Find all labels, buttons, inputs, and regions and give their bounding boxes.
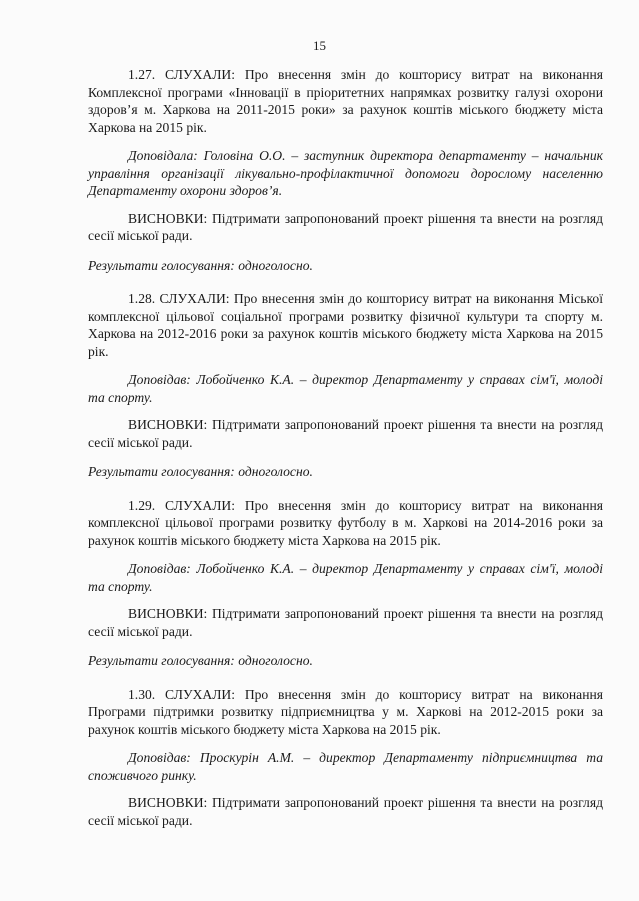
heard-paragraph: 1.30. СЛУХАЛИ: Про внесення змін до кошторису витрат на виконання Програми підтримки розвитку підприємництва у м. Харкові на 2012-2015 роки за рахунок коштів міського бюджету міста Харкова на 2015 рік. [88, 686, 603, 737]
agenda-item-1-27 [88, 66, 603, 274]
heard-paragraph: 1.27. СЛУХАЛИ: Про внесення змін до кошторису витрат на виконання Комплексної програми «Інновації в пріоритетних напрямках розвитку галузі охорони здоров’я м. Харкова на 2011-2015 роки» за рахунок коштів міського бюджету міста Харкова на 2015 рік. [88, 67, 603, 135]
vote-result: Результати голосування: одноголосно. [88, 464, 313, 479]
agenda-item-1-29 [88, 497, 603, 670]
heard-paragraph: 1.29. СЛУХАЛИ: Про внесення змін до кошторису витрат на виконання комплексної цільової програми розвитку футболу в м. Харкові на 2014-2016 роки за рахунок коштів міського бюджету міста Харкова на 2015 рік. [88, 497, 603, 548]
speaker-paragraph: Доповідав: Проскурін А.М. – директор Департаменту підприємництва та споживчого ринку. [88, 750, 603, 783]
conclusion-paragraph: ВИСНОВКИ: Підтримати запропонований проект рішення та внести на розгляд сесії міської ради. [88, 210, 603, 243]
conclusion-paragraph: ВИСНОВКИ: Підтримати запропонований проект рішення та внести на розгляд сесії міської ради. [88, 606, 603, 639]
speaker-paragraph: Доповідав: Лобойченко К.А. – директор Департаменту у справах сім'ї, молоді та спорту. [88, 372, 603, 405]
speaker-paragraph: Доповідала: Головіна О.О. – заступник директора департаменту – начальник управління організації лікувально-профілактичної допомоги дорослому населенню Департаменту охорони здоров’я. [88, 148, 603, 198]
vote-result: Результати голосування: одноголосно. [88, 653, 313, 668]
document-body [88, 66, 603, 829]
heard-paragraph: 1.28. СЛУХАЛИ: Про внесення змін до кошторису витрат на виконання Міської комплексної цільової соціальної програми розвитку фізичної культури та спорту м. Харкова на 2012-2016 роки за рахунок коштів міського бюджету міста Харкова на 2015 рік. [88, 291, 603, 359]
agenda-item-1-28 [88, 290, 603, 481]
speaker-paragraph: Доповідав: Лобойченко К.А. – директор Департаменту у справах сім'ї, молоді та спорту. [88, 561, 603, 594]
agenda-item-1-30 [88, 686, 603, 830]
conclusion-paragraph: ВИСНОВКИ: Підтримати запропонований проект рішення та внести на розгляд сесії міської ради. [88, 795, 603, 828]
vote-result: Результати голосування: одноголосно. [88, 257, 313, 273]
conclusion-paragraph: ВИСНОВКИ: Підтримати запропонований проект рішення та внести на розгляд сесії міської ради. [88, 417, 603, 450]
page-number: 15 [313, 38, 326, 53]
